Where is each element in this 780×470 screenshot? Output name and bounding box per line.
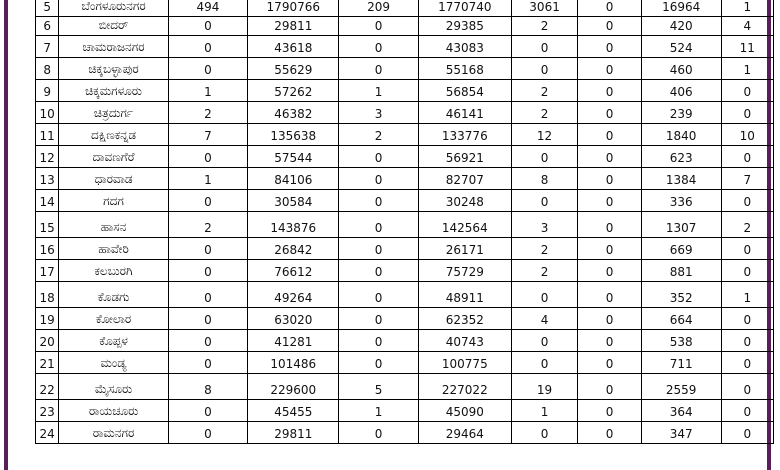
value-cell-3: 209 (339, 0, 418, 17)
district-name-cell: ಕೊಪ್ಪಳ (59, 330, 169, 352)
value-cell-2: 63020 (248, 308, 339, 330)
value-cell-4: 45090 (418, 400, 511, 422)
serial-number-cell: 20 (36, 330, 59, 352)
value-cell-6: 0 (578, 374, 641, 400)
serial-number-cell: 22 (36, 374, 59, 400)
table-row (36, 102, 774, 124)
value-cell-5: 12 (511, 124, 577, 146)
value-cell-4: 133776 (418, 124, 511, 146)
value-cell-2: 101486 (248, 352, 339, 374)
district-name-cell: ರಾಮನಗರ (59, 422, 169, 444)
value-cell-1: 2 (168, 212, 247, 238)
serial-number-cell: 21 (36, 352, 59, 374)
value-cell-5: 8 (511, 168, 577, 190)
value-cell-2: 30584 (248, 190, 339, 212)
value-cell-2: 41281 (248, 330, 339, 352)
serial-number-cell: 11 (36, 124, 59, 146)
value-cell-3: 0 (339, 422, 418, 444)
value-cell-7: 406 (641, 80, 721, 102)
value-cell-3: 0 (339, 238, 418, 260)
value-cell-7: 881 (641, 260, 721, 282)
left-border-bar (4, 0, 8, 470)
value-cell-3: 0 (339, 212, 418, 238)
value-cell-8: 0 (721, 260, 773, 282)
serial-number-cell: 19 (36, 308, 59, 330)
value-cell-4: 1770740 (418, 0, 511, 17)
value-cell-6: 0 (578, 0, 641, 17)
value-cell-6: 0 (578, 190, 641, 212)
value-cell-8: 2 (721, 212, 773, 238)
value-cell-7: 460 (641, 58, 721, 80)
district-name-cell: ಮಂಡ್ಯ (59, 352, 169, 374)
value-cell-5: 0 (511, 422, 577, 444)
district-name-cell: ಹಾವೇರಿ (59, 238, 169, 260)
value-cell-3: 1 (339, 400, 418, 422)
value-cell-8: 0 (721, 374, 773, 400)
serial-number-cell: 14 (36, 190, 59, 212)
value-cell-6: 0 (578, 352, 641, 374)
value-cell-6: 0 (578, 212, 641, 238)
table-row (36, 308, 774, 330)
table-row (36, 422, 774, 444)
value-cell-1: 0 (168, 58, 247, 80)
table-row (36, 400, 774, 422)
district-name-cell: ಗದಗ (59, 190, 169, 212)
value-cell-4: 75729 (418, 260, 511, 282)
value-cell-2: 43618 (248, 36, 339, 58)
district-name-cell: ದಾವಣಗೆರೆ (59, 146, 169, 168)
value-cell-6: 0 (578, 17, 641, 36)
table-body (36, 0, 774, 444)
table-row (36, 212, 774, 238)
value-cell-7: 420 (641, 17, 721, 36)
value-cell-1: 0 (168, 146, 247, 168)
table-row (36, 330, 774, 352)
table-row (36, 374, 774, 400)
district-name-cell: ಬೆಂಗಳೂರುನಗರ (59, 0, 169, 17)
value-cell-1: 1 (168, 168, 247, 190)
serial-number-cell: 8 (36, 58, 59, 80)
value-cell-7: 364 (641, 400, 721, 422)
value-cell-5: 2 (511, 102, 577, 124)
value-cell-4: 227022 (418, 374, 511, 400)
value-cell-7: 711 (641, 352, 721, 374)
value-cell-8: 0 (721, 80, 773, 102)
value-cell-6: 0 (578, 422, 641, 444)
value-cell-4: 26171 (418, 238, 511, 260)
serial-number-cell: 15 (36, 212, 59, 238)
value-cell-7: 1307 (641, 212, 721, 238)
serial-number-cell: 18 (36, 282, 59, 308)
value-cell-8: 0 (721, 400, 773, 422)
value-cell-1: 0 (168, 422, 247, 444)
value-cell-3: 0 (339, 190, 418, 212)
value-cell-7: 336 (641, 190, 721, 212)
value-cell-6: 0 (578, 400, 641, 422)
table-row (36, 190, 774, 212)
value-cell-7: 524 (641, 36, 721, 58)
district-name-cell: ಚಿತ್ರದುರ್ಗ (59, 102, 169, 124)
district-name-cell: ಕಲಬುರಗಿ (59, 260, 169, 282)
district-name-cell: ಧಾರವಾಡ (59, 168, 169, 190)
value-cell-5: 19 (511, 374, 577, 400)
value-cell-8: 0 (721, 352, 773, 374)
serial-number-cell: 6 (36, 17, 59, 36)
value-cell-5: 4 (511, 308, 577, 330)
value-cell-5: 0 (511, 352, 577, 374)
value-cell-7: 669 (641, 238, 721, 260)
value-cell-4: 48911 (418, 282, 511, 308)
district-name-cell: ಕೊಡಗು (59, 282, 169, 308)
value-cell-8: 1 (721, 58, 773, 80)
table-row (36, 80, 774, 102)
value-cell-3: 1 (339, 80, 418, 102)
value-cell-7: 1840 (641, 124, 721, 146)
value-cell-3: 0 (339, 260, 418, 282)
table-row (36, 260, 774, 282)
value-cell-1: 0 (168, 36, 247, 58)
serial-number-cell: 17 (36, 260, 59, 282)
value-cell-1: 8 (168, 374, 247, 400)
value-cell-6: 0 (578, 168, 641, 190)
serial-number-cell: 7 (36, 36, 59, 58)
value-cell-5: 0 (511, 330, 577, 352)
value-cell-4: 46141 (418, 102, 511, 124)
value-cell-6: 0 (578, 260, 641, 282)
value-cell-1: 0 (168, 352, 247, 374)
value-cell-1: 1 (168, 80, 247, 102)
value-cell-2: 29811 (248, 17, 339, 36)
value-cell-1: 0 (168, 17, 247, 36)
value-cell-6: 0 (578, 308, 641, 330)
value-cell-6: 0 (578, 238, 641, 260)
value-cell-8: 11 (721, 36, 773, 58)
value-cell-1: 0 (168, 238, 247, 260)
value-cell-4: 142564 (418, 212, 511, 238)
value-cell-5: 0 (511, 58, 577, 80)
value-cell-6: 0 (578, 124, 641, 146)
value-cell-3: 0 (339, 352, 418, 374)
table-row (36, 0, 774, 17)
table-row (36, 17, 774, 36)
value-cell-2: 26842 (248, 238, 339, 260)
value-cell-2: 84106 (248, 168, 339, 190)
serial-number-cell: 12 (36, 146, 59, 168)
table-row (36, 168, 774, 190)
serial-number-cell: 24 (36, 422, 59, 444)
value-cell-2: 143876 (248, 212, 339, 238)
value-cell-8: 7 (721, 168, 773, 190)
value-cell-3: 5 (339, 374, 418, 400)
value-cell-8: 0 (721, 146, 773, 168)
value-cell-6: 0 (578, 282, 641, 308)
district-covid-table (35, 0, 774, 444)
value-cell-4: 29385 (418, 17, 511, 36)
value-cell-7: 2559 (641, 374, 721, 400)
value-cell-6: 0 (578, 146, 641, 168)
table-row (36, 146, 774, 168)
table-row (36, 58, 774, 80)
value-cell-8: 0 (721, 238, 773, 260)
value-cell-5: 3061 (511, 0, 577, 17)
value-cell-3: 0 (339, 168, 418, 190)
value-cell-4: 56921 (418, 146, 511, 168)
value-cell-2: 76612 (248, 260, 339, 282)
serial-number-cell: 23 (36, 400, 59, 422)
value-cell-5: 2 (511, 80, 577, 102)
value-cell-2: 135638 (248, 124, 339, 146)
value-cell-1: 0 (168, 282, 247, 308)
value-cell-7: 239 (641, 102, 721, 124)
value-cell-1: 0 (168, 260, 247, 282)
value-cell-1: 0 (168, 400, 247, 422)
value-cell-1: 0 (168, 308, 247, 330)
value-cell-4: 40743 (418, 330, 511, 352)
value-cell-5: 2 (511, 17, 577, 36)
value-cell-5: 0 (511, 190, 577, 212)
value-cell-4: 30248 (418, 190, 511, 212)
value-cell-1: 494 (168, 0, 247, 17)
value-cell-2: 57544 (248, 146, 339, 168)
value-cell-2: 49264 (248, 282, 339, 308)
value-cell-6: 0 (578, 58, 641, 80)
district-name-cell: ಕೋಲಾರ (59, 308, 169, 330)
value-cell-5: 0 (511, 282, 577, 308)
value-cell-2: 57262 (248, 80, 339, 102)
value-cell-6: 0 (578, 80, 641, 102)
value-cell-8: 0 (721, 190, 773, 212)
district-name-cell: ಹಾಸನ (59, 212, 169, 238)
value-cell-4: 55168 (418, 58, 511, 80)
district-name-cell: ಮೈಸೂರು (59, 374, 169, 400)
value-cell-8: 0 (721, 102, 773, 124)
value-cell-6: 0 (578, 330, 641, 352)
serial-number-cell: 13 (36, 168, 59, 190)
value-cell-5: 2 (511, 238, 577, 260)
value-cell-3: 0 (339, 330, 418, 352)
value-cell-3: 0 (339, 58, 418, 80)
value-cell-2: 229600 (248, 374, 339, 400)
value-cell-7: 16964 (641, 0, 721, 17)
value-cell-1: 0 (168, 190, 247, 212)
value-cell-7: 1384 (641, 168, 721, 190)
value-cell-5: 0 (511, 146, 577, 168)
district-name-cell: ರಾಯಚೂರು (59, 400, 169, 422)
serial-number-cell: 9 (36, 80, 59, 102)
value-cell-5: 0 (511, 36, 577, 58)
value-cell-5: 2 (511, 260, 577, 282)
value-cell-4: 29464 (418, 422, 511, 444)
value-cell-4: 62352 (418, 308, 511, 330)
value-cell-1: 2 (168, 102, 247, 124)
district-name-cell: ಚಿಕ್ಕಬಳ್ಳಾಪುರ (59, 58, 169, 80)
district-name-cell: ಬೀದರ್ (59, 17, 169, 36)
table-row (36, 282, 774, 308)
value-cell-8: 0 (721, 308, 773, 330)
serial-number-cell: 10 (36, 102, 59, 124)
value-cell-5: 3 (511, 212, 577, 238)
value-cell-3: 0 (339, 146, 418, 168)
value-cell-8: 10 (721, 124, 773, 146)
table-row (36, 36, 774, 58)
value-cell-7: 347 (641, 422, 721, 444)
value-cell-7: 352 (641, 282, 721, 308)
value-cell-4: 82707 (418, 168, 511, 190)
value-cell-4: 43083 (418, 36, 511, 58)
value-cell-3: 3 (339, 102, 418, 124)
value-cell-3: 0 (339, 17, 418, 36)
value-cell-1: 7 (168, 124, 247, 146)
value-cell-2: 55629 (248, 58, 339, 80)
value-cell-1: 0 (168, 330, 247, 352)
value-cell-7: 538 (641, 330, 721, 352)
value-cell-2: 46382 (248, 102, 339, 124)
table-row (36, 238, 774, 260)
value-cell-7: 623 (641, 146, 721, 168)
value-cell-8: 1 (721, 0, 773, 17)
district-name-cell: ದಕ್ಷಿಣಕನ್ನಡ (59, 124, 169, 146)
value-cell-2: 29811 (248, 422, 339, 444)
serial-number-cell: 16 (36, 238, 59, 260)
table-row (36, 124, 774, 146)
district-name-cell: ಚಿಕ್ಕಮಗಳೂರು (59, 80, 169, 102)
serial-number-cell: 5 (36, 0, 59, 17)
value-cell-7: 664 (641, 308, 721, 330)
value-cell-4: 56854 (418, 80, 511, 102)
value-cell-4: 100775 (418, 352, 511, 374)
value-cell-8: 0 (721, 330, 773, 352)
value-cell-2: 45455 (248, 400, 339, 422)
district-name-cell: ಚಾಮರಾಜನಗರ (59, 36, 169, 58)
value-cell-2: 1790766 (248, 0, 339, 17)
value-cell-8: 4 (721, 17, 773, 36)
value-cell-8: 1 (721, 282, 773, 308)
value-cell-5: 1 (511, 400, 577, 422)
value-cell-6: 0 (578, 36, 641, 58)
value-cell-6: 0 (578, 102, 641, 124)
document-frame (4, 0, 774, 470)
value-cell-8: 0 (721, 422, 773, 444)
value-cell-3: 2 (339, 124, 418, 146)
table-row (36, 352, 774, 374)
value-cell-3: 0 (339, 308, 418, 330)
value-cell-3: 0 (339, 282, 418, 308)
value-cell-3: 0 (339, 36, 418, 58)
